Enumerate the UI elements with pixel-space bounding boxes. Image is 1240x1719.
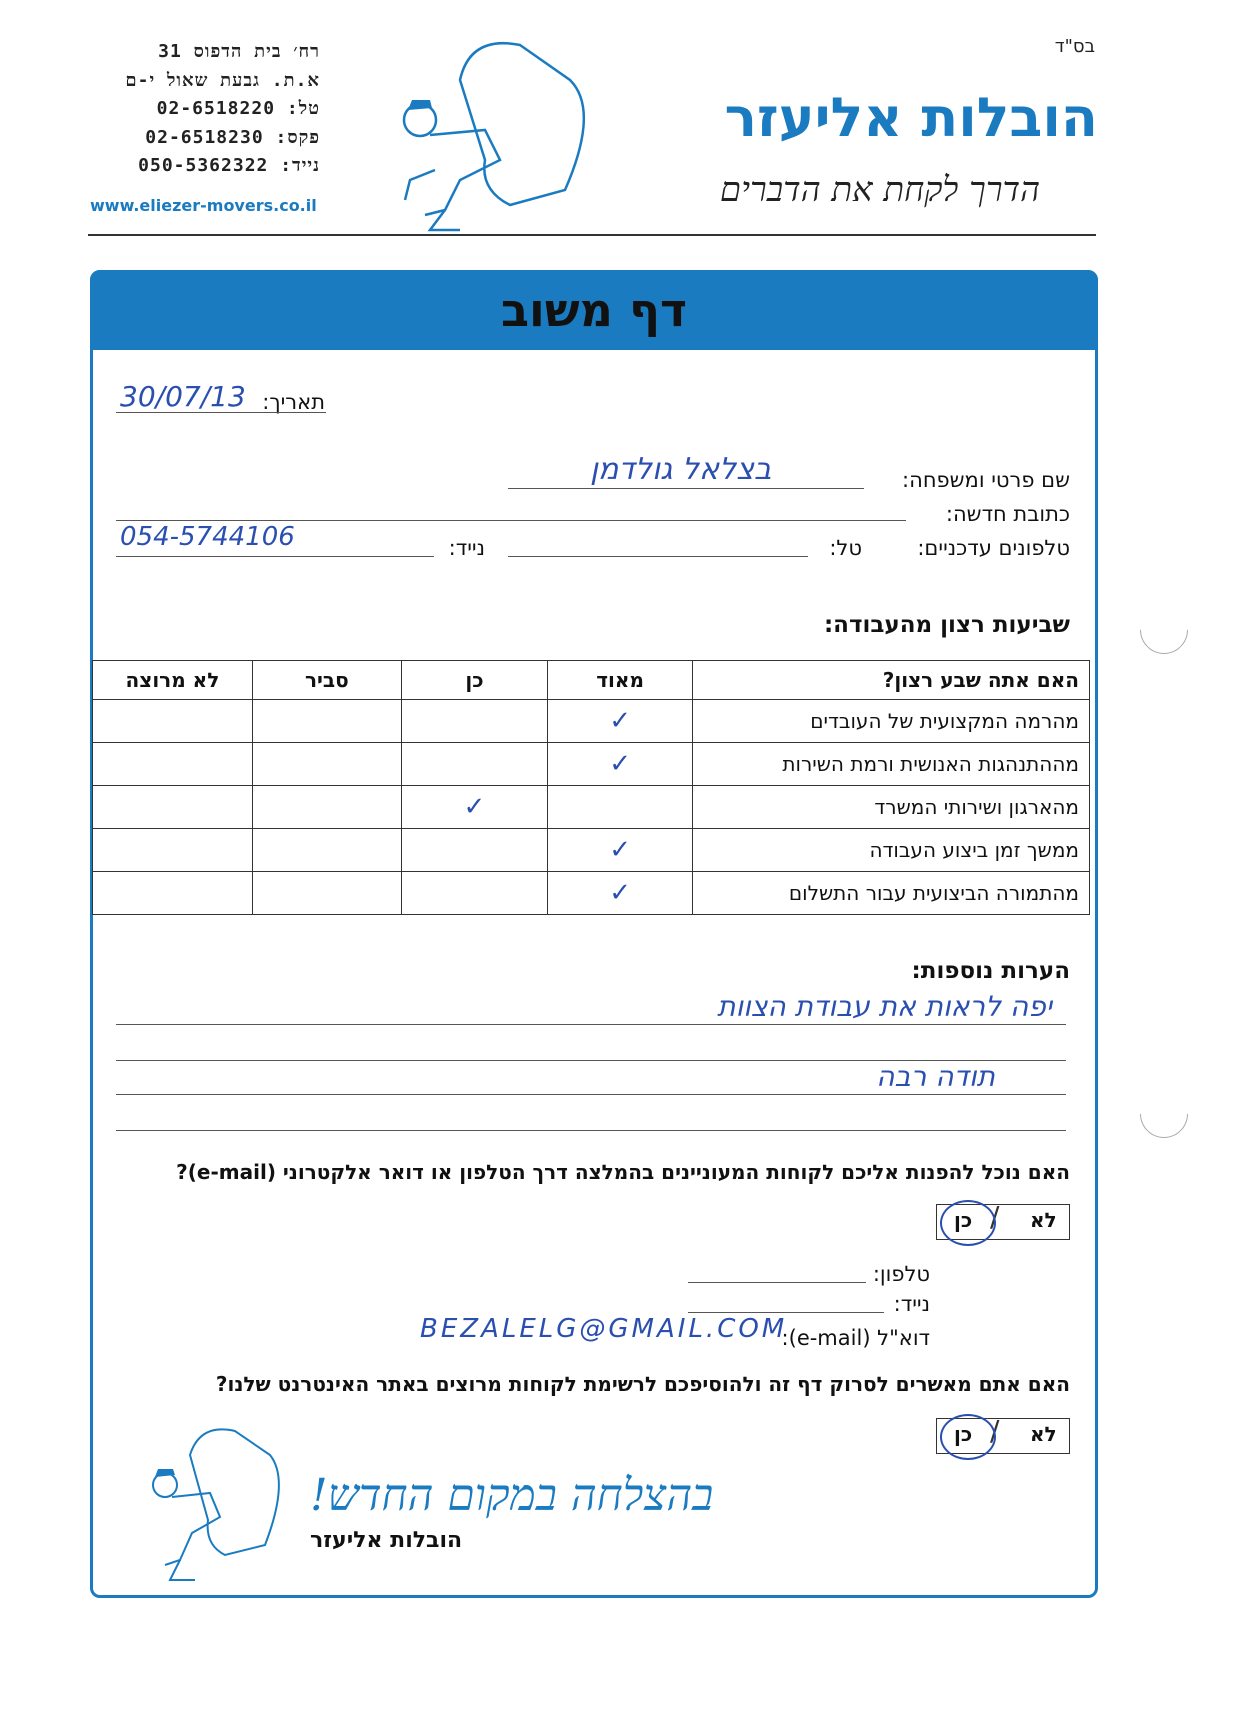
contact-yes-option[interactable]: כן [954,1208,973,1232]
contact-address: רח׳ בית הדפוס 31 [158,41,320,62]
row-mark-very[interactable]: ✓ [548,829,693,872]
scan-no-option[interactable]: לא [1030,1422,1057,1446]
row-mark-yes[interactable]: ✓ [401,786,547,829]
notes-line-4 [116,1130,1066,1131]
contact-email-value[interactable]: BEZALELG@GMAIL.COM [420,1314,788,1344]
contact-mobile: נייד: 050-5362322 [138,155,320,176]
row-mark-reasonable[interactable] [252,786,401,829]
table-row [93,829,1090,872]
tel-label: טל: [829,536,862,560]
tel-line [508,556,808,557]
table-row [93,700,1090,743]
mover-mascot-logo [390,40,620,240]
form-title: דף משוב [500,283,688,337]
row-question: מהארגון ושירותי המשרד [693,786,1090,829]
punch-hole-bottom [1130,1080,1198,1148]
contact-divider: / [990,1200,1000,1233]
row-mark-not-satisfied[interactable] [93,700,253,743]
contact-phone-line [688,1282,866,1283]
contact-no-option[interactable]: לא [1030,1208,1057,1232]
table-header-row [93,661,1090,700]
contact-mobile-label: נייד: [893,1292,930,1316]
address-label: כתובת חדשה: [945,502,1070,526]
row-mark-reasonable[interactable] [252,743,401,786]
scan-question: האם אתם מאשרים לסרוק דף זה ולהוסיפכם לרשימת לקוחות מרוצים באתר האינטרנט שלנו? [215,1372,1070,1396]
row-question: מהתמורה הביצועית עבור התשלום [693,872,1090,915]
contact-email-label: דוא"ל (e-mail): [781,1326,930,1350]
row-mark-very[interactable]: ✓ [548,743,693,786]
row-mark-very[interactable] [548,786,693,829]
notes-text-1[interactable]: יפה לראות את עבודת הצוות [717,990,1052,1023]
row-mark-not-satisfied[interactable] [93,786,253,829]
row-mark-reasonable[interactable] [252,829,401,872]
row-mark-yes[interactable] [401,872,547,915]
bsd-label: בס"ד [1054,36,1095,57]
mobile-value[interactable]: 054-5744106 [120,522,295,552]
scan-yes-circle [940,1414,996,1460]
notes-text-2[interactable]: תודה רבה [876,1060,995,1093]
satisfaction-title: שביעות רצון מהעבודה: [823,612,1070,638]
row-mark-not-satisfied[interactable] [93,872,253,915]
row-mark-very[interactable]: ✓ [548,872,693,915]
notes-title: הערות נוספות: [911,958,1070,984]
brand-name: הובלות אליעזר [724,86,1098,149]
name-line [508,488,864,489]
contact-block [90,38,320,181]
table-row [93,786,1090,829]
contact-fax: פקס: 02-6518230 [145,126,320,148]
date-label: תאריך: [262,390,325,414]
row-mark-reasonable[interactable] [252,872,401,915]
header-divider [88,234,1096,236]
name-value[interactable]: בצלאל גולדמן [590,452,772,487]
notes-line-1 [116,1024,1066,1025]
brand-slogan: הדרך לקחת את הדברים [719,170,1040,210]
row-mark-yes[interactable] [401,700,547,743]
mobile-label: נייד: [448,536,485,560]
notes-line-3 [116,1094,1066,1095]
header-not-satisfied: לא מרוצה [93,661,253,700]
header-reasonable: סביר [252,661,401,700]
row-question: ממשך זמן ביצוע העבודה [693,829,1090,872]
punch-hole-top [1130,596,1198,664]
row-mark-very[interactable]: ✓ [548,700,693,743]
row-mark-not-satisfied[interactable] [93,743,253,786]
name-label: שם פרטי ומשפחה: [902,468,1070,492]
scan-yes-option[interactable]: כן [954,1422,973,1446]
date-value[interactable]: 30/07/13 [120,380,246,413]
contact-phone-label: טלפון: [872,1262,930,1286]
header-yes: כן [401,661,547,700]
website-link[interactable]: www.eliezer-movers.co.il [90,196,317,215]
mover-mascot-small-logo [140,1425,290,1595]
contact-mobile-line [688,1312,884,1313]
contact-question: האם נוכל להפנות אליכם לקוחות המעוניינים בהמלצה דרך הטלפון או דואר אלקטרוני (e-mail)? [176,1160,1070,1184]
company-signature: הובלות אליעזר [310,1528,463,1553]
header-question: האם אתה שבע רצון? [693,661,1090,700]
phones-label: טלפונים עדכניים: [917,536,1070,560]
row-question: מהרמה המקצועית של העובדים [693,700,1090,743]
table-row [93,872,1090,915]
header-very: מאוד [548,661,693,700]
row-mark-reasonable[interactable] [252,700,401,743]
contact-area: א.ת. גבעת שאול י-ם [125,69,320,91]
row-mark-yes[interactable] [401,829,547,872]
address-line [116,520,906,521]
row-mark-not-satisfied[interactable] [93,829,253,872]
mobile-line [116,556,434,557]
table-row [93,743,1090,786]
row-mark-yes[interactable] [401,743,547,786]
satisfaction-table [92,660,1090,915]
row-question: מההתנהגות האנושית ורמת השירות [693,743,1090,786]
closing-message: בהצלחה במקום החדש! [310,1470,714,1521]
contact-yes-circle [940,1200,996,1246]
scan-divider: / [990,1414,1000,1447]
contact-phone: טל: 02-6518220 [156,98,320,119]
